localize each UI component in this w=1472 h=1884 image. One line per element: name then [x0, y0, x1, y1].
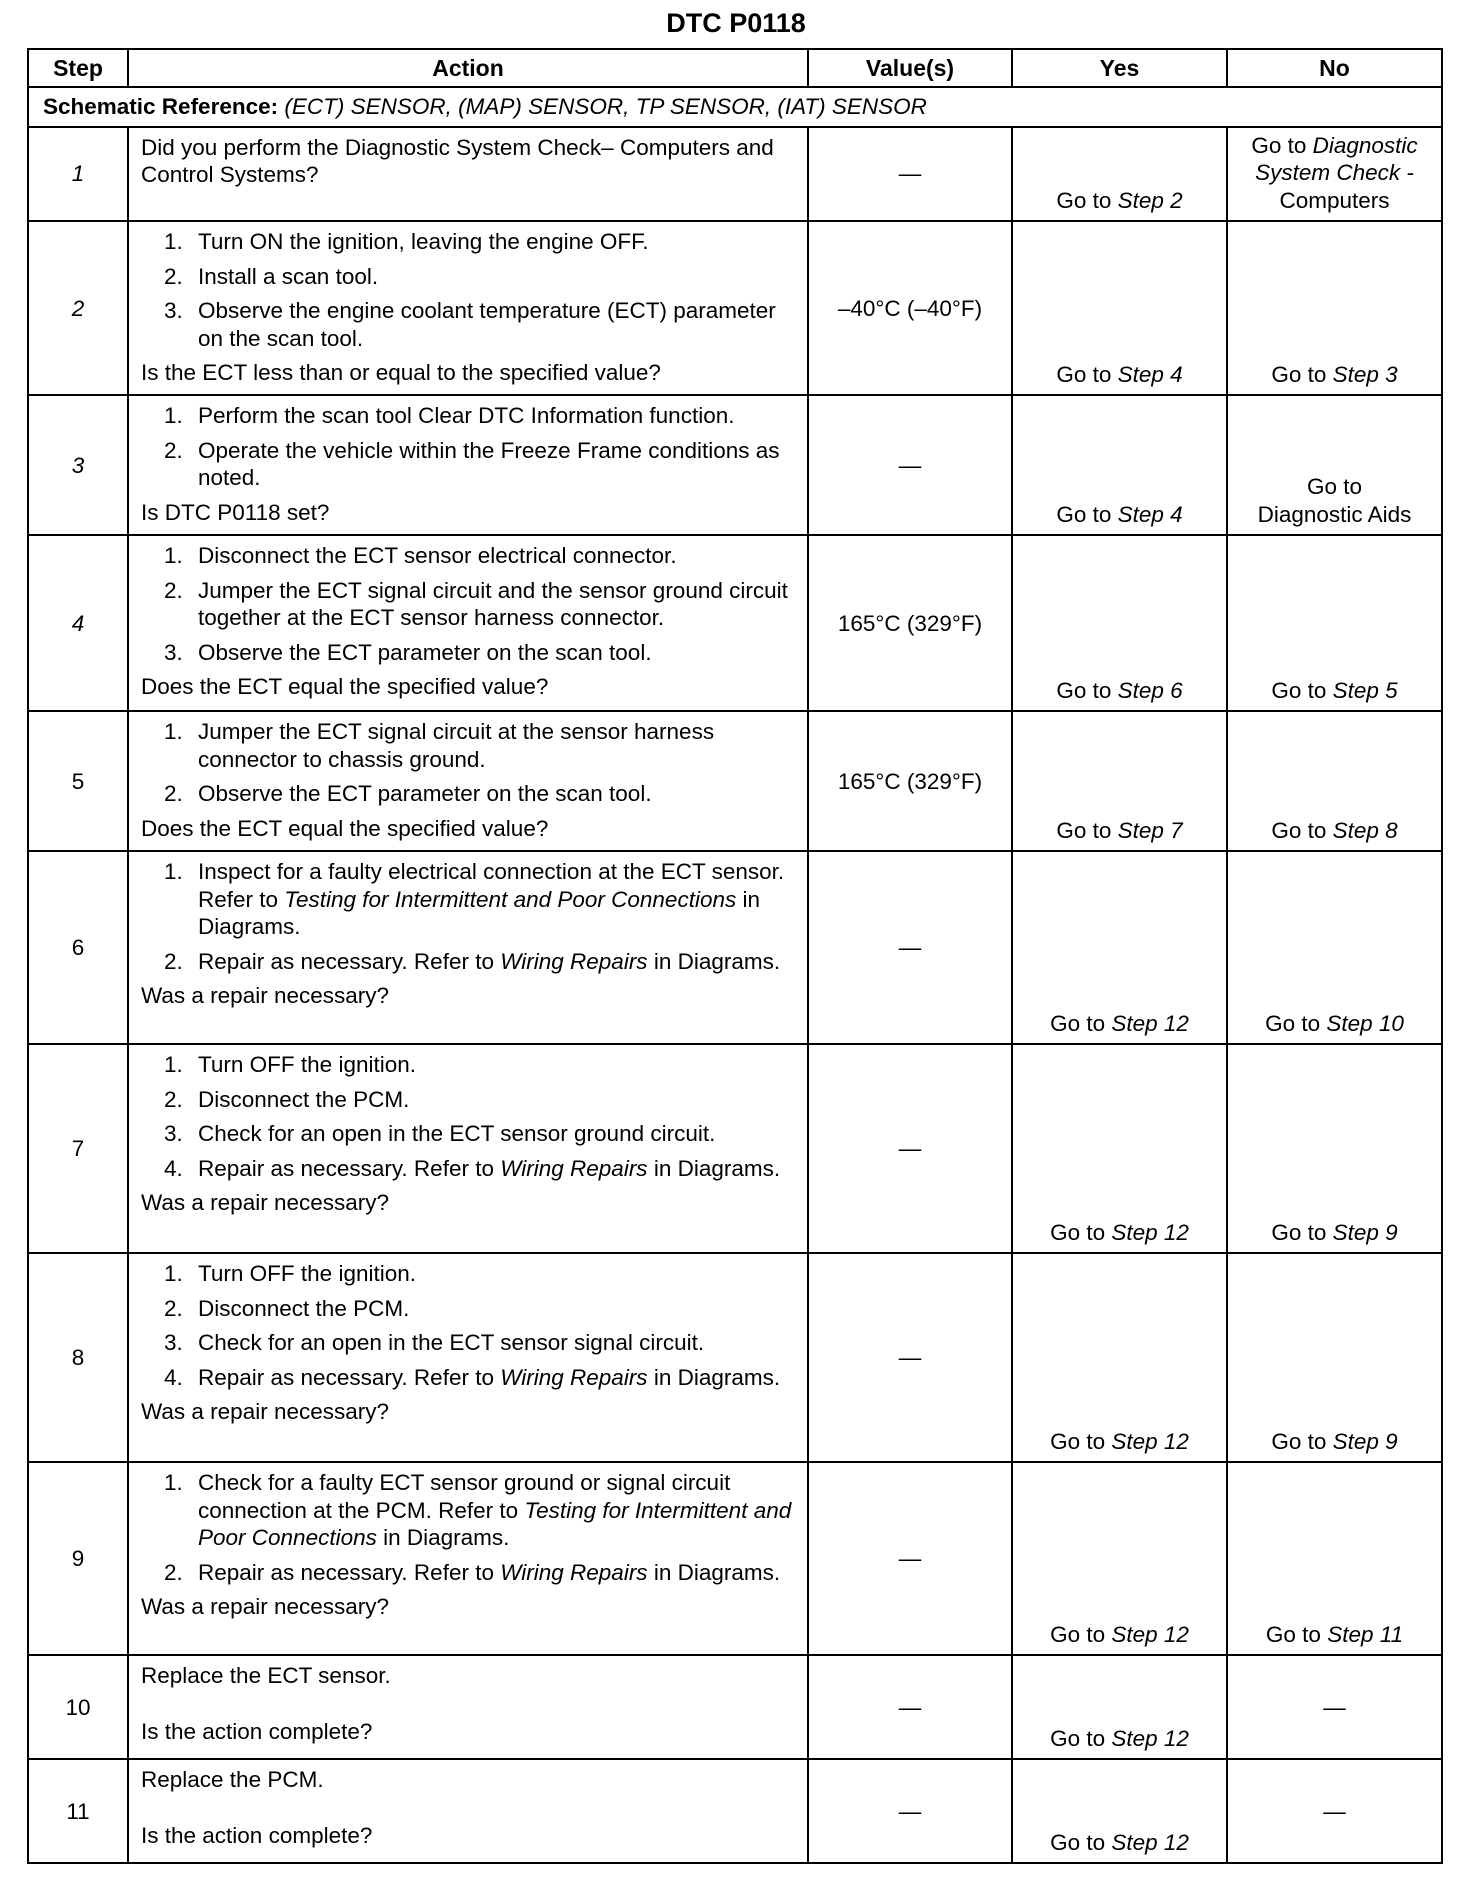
schematic-reference — [28, 87, 1442, 127]
action-cell — [128, 1759, 808, 1863]
substep-text: Check for an open in the ECT sensor signal circuit. — [198, 1330, 705, 1356]
no-cell: — — [1227, 1759, 1442, 1863]
substep-number: 3. — [164, 298, 183, 324]
substep-text-end: in Diagrams. — [647, 1559, 781, 1585]
substep — [141, 948, 799, 975]
substep-text: Observe the ECT parameter on the scan tool. — [198, 781, 652, 807]
substep-number: 1. — [164, 543, 183, 569]
no-line-2: Diagnostic Aids — [1257, 501, 1412, 527]
action-question: Is the ECT less than or equal to the specified value? — [141, 360, 661, 386]
no-ref: Step 8 — [1332, 817, 1398, 843]
header-values: Value(s) — [808, 49, 1012, 87]
action-cell — [128, 1462, 808, 1655]
header-no: No — [1227, 49, 1442, 87]
value-cell: 165°C (329°F) — [808, 711, 1012, 851]
yes-cell — [1012, 535, 1227, 711]
no-prefix: Go to — [1271, 361, 1333, 387]
no-cell — [1227, 1044, 1442, 1253]
table-row — [28, 221, 1442, 395]
action-cell — [128, 1655, 808, 1759]
yes-prefix: Go to — [1050, 1219, 1112, 1245]
step-number: 11 — [28, 1759, 128, 1863]
substep-text: Inspect for a faulty electrical connection at the ECT sensor. Refer to — [198, 859, 785, 912]
substep-text: Operate the vehicle within the Freeze Frame conditions as noted. — [198, 437, 780, 491]
no-prefix: Go to — [1265, 1621, 1328, 1647]
yes-cell — [1012, 851, 1227, 1044]
substep-text: Check for a faulty ECT sensor ground or signal circuit connection at the PCM. Refer to — [198, 1470, 731, 1523]
table-row — [28, 711, 1442, 851]
no-prefix: Go to — [1271, 677, 1333, 703]
substep — [141, 1051, 799, 1078]
action-cell — [128, 395, 808, 535]
substep-number: 2. — [164, 437, 183, 463]
substep — [141, 1155, 799, 1182]
value-cell: — — [808, 1044, 1012, 1253]
schematic-label: Schematic Reference: — [43, 94, 279, 120]
substep-text: Install a scan tool. — [198, 263, 379, 289]
document-title: DTC P0118 — [666, 8, 806, 38]
action-cell — [128, 851, 808, 1044]
substep-number: 2. — [164, 263, 183, 289]
action-cell — [128, 127, 808, 221]
substep-text-end: in Diagrams. — [376, 1525, 510, 1551]
substep-number: 3. — [164, 639, 183, 665]
yes-ref: Step 7 — [1117, 817, 1183, 843]
yes-prefix: Go to — [1050, 1829, 1112, 1855]
substep-number: 2. — [164, 1559, 183, 1585]
value-cell: — — [808, 1462, 1012, 1655]
action-question: Was a repair necessary? — [141, 983, 390, 1009]
substep — [141, 228, 799, 255]
no-prefix: Go to — [1265, 1010, 1327, 1036]
diagnostic-table — [27, 48, 1443, 1864]
substep-text-end: in Diagrams. — [647, 1364, 781, 1390]
table-row — [28, 395, 1442, 535]
header-yes: Yes — [1012, 49, 1227, 87]
yes-cell — [1012, 127, 1227, 221]
value-cell: — — [808, 395, 1012, 535]
no-cell — [1227, 535, 1442, 711]
yes-cell — [1012, 1655, 1227, 1759]
value-cell: — — [808, 1655, 1012, 1759]
substep — [141, 437, 799, 492]
substep — [141, 639, 799, 666]
yes-prefix: Go to — [1056, 187, 1118, 213]
no-ref: Step 9 — [1332, 1219, 1398, 1245]
substep-text-end: in Diagrams. — [647, 948, 781, 974]
substep-list — [141, 718, 799, 807]
value-cell: — — [808, 1759, 1012, 1863]
yes-ref: Step 12 — [1111, 1219, 1189, 1245]
action-question: Is the action complete? — [141, 1822, 373, 1848]
substep-number: 1. — [164, 403, 183, 429]
substep-list — [141, 1051, 799, 1182]
table-row — [28, 1655, 1442, 1759]
yes-cell — [1012, 221, 1227, 395]
substep-text: Disconnect the ECT sensor electrical connector. — [198, 543, 677, 569]
step-number: 6 — [28, 851, 128, 1044]
substep-text: Disconnect the PCM. — [198, 1086, 410, 1112]
schematic-text: (ECT) SENSOR, (MAP) SENSOR, TP SENSOR, (IAT) SENSOR — [284, 94, 927, 120]
yes-ref: Step 6 — [1117, 677, 1183, 703]
substep-list — [141, 1469, 799, 1586]
substep — [141, 542, 799, 569]
substep — [141, 1329, 799, 1356]
substep-number: 1. — [164, 1052, 183, 1078]
table-row — [28, 851, 1442, 1044]
no-ref: Step 11 — [1327, 1621, 1404, 1647]
no-prefix: Go to — [1271, 817, 1333, 843]
table-row — [28, 127, 1442, 221]
yes-cell — [1012, 1759, 1227, 1863]
no-cell — [1227, 127, 1442, 221]
action-question: Was a repair necessary? — [141, 1594, 390, 1620]
yes-prefix: Go to — [1050, 1010, 1112, 1036]
no-prefix: Go to — [1251, 133, 1313, 158]
yes-prefix: Go to — [1056, 677, 1118, 703]
reference-link: Testing for Intermittent and Poor Connections — [284, 886, 737, 912]
table-row — [28, 1044, 1442, 1253]
yes-ref: Step 4 — [1117, 501, 1183, 527]
reference-link: Wiring Repairs — [500, 1364, 648, 1390]
substep-text: Observe the ECT parameter on the scan tool. — [198, 639, 652, 665]
action-question: Does the ECT equal the specified value? — [141, 674, 549, 700]
yes-ref: Step 12 — [1111, 1428, 1189, 1454]
reference-link: Wiring Repairs — [500, 1155, 648, 1181]
substep-number: 1. — [164, 719, 183, 745]
step-number: 3 — [28, 395, 128, 535]
substep — [141, 858, 799, 940]
action-question: Was a repair necessary? — [141, 1399, 390, 1425]
step-number: 4 — [28, 535, 128, 711]
substep-text-end: in Diagrams. — [198, 886, 760, 940]
action-cell — [128, 1044, 808, 1253]
substep-text: Turn OFF the ignition. — [198, 1261, 417, 1287]
yes-prefix: Go to — [1050, 1428, 1112, 1454]
step-number: 2 — [28, 221, 128, 395]
action-cell — [128, 535, 808, 711]
table-row — [28, 535, 1442, 711]
no-cell — [1227, 395, 1442, 535]
substep — [141, 297, 799, 352]
substep-number: 2. — [164, 1295, 183, 1321]
substep-number: 2. — [164, 577, 183, 603]
yes-cell — [1012, 1253, 1227, 1462]
substep-list — [141, 228, 799, 352]
substep-text: Turn ON the ignition, leaving the engine OFF. — [198, 229, 649, 255]
action-text: Replace the ECT sensor. — [141, 1663, 391, 1689]
action-question: Is the action complete? — [141, 1718, 373, 1744]
yes-cell — [1012, 395, 1227, 535]
substep — [141, 263, 799, 290]
no-prefix: Go to — [1271, 1219, 1333, 1245]
substep-number: 1. — [164, 229, 183, 255]
step-number: 8 — [28, 1253, 128, 1462]
schematic-row — [28, 87, 1442, 127]
substep-text: Perform the scan tool Clear DTC Information function. — [198, 403, 735, 429]
substep-number: 4. — [164, 1364, 183, 1390]
yes-prefix: Go to — [1056, 501, 1118, 527]
value-cell: 165°C (329°F) — [808, 535, 1012, 711]
substep — [141, 1260, 799, 1287]
yes-prefix: Go to — [1056, 817, 1118, 843]
table-row — [28, 1462, 1442, 1655]
action-cell — [128, 711, 808, 851]
no-cell — [1227, 1253, 1442, 1462]
substep — [141, 1364, 799, 1391]
reference-link: Wiring Repairs — [500, 1559, 648, 1585]
substep-list — [141, 1260, 799, 1391]
yes-cell — [1012, 1462, 1227, 1655]
substep-text: Jumper the ECT signal circuit and the sensor ground circuit together at the ECT sensor harness connector. — [198, 577, 788, 631]
substep-text-end: in Diagrams. — [647, 1155, 781, 1181]
table-row — [28, 1759, 1442, 1863]
action-cell — [128, 221, 808, 395]
substep-number: 3. — [164, 1121, 183, 1147]
yes-prefix: Go to — [1050, 1725, 1112, 1751]
substep-list — [141, 858, 799, 975]
no-ref: Step 10 — [1326, 1010, 1404, 1036]
header-step: Step — [28, 49, 128, 87]
action-question: Was a repair necessary? — [141, 1190, 390, 1216]
action-text: Replace the PCM. — [141, 1767, 324, 1793]
no-line-1: Go to — [1306, 474, 1363, 500]
substep-number: 4. — [164, 1155, 183, 1181]
yes-ref: Step 12 — [1111, 1829, 1189, 1855]
no-prefix: Go to — [1271, 1428, 1333, 1454]
substep-text: Repair as necessary. Refer to — [198, 1364, 501, 1390]
substep — [141, 1295, 799, 1322]
substep — [141, 1559, 799, 1586]
substep-list — [141, 542, 799, 666]
substep-number: 1. — [164, 859, 183, 885]
yes-ref: Step 4 — [1117, 361, 1183, 387]
yes-ref: Step 12 — [1111, 1725, 1189, 1751]
value-cell: — — [808, 1253, 1012, 1462]
substep-text: Turn OFF the ignition. — [198, 1052, 417, 1078]
step-number: 9 — [28, 1462, 128, 1655]
no-cell — [1227, 851, 1442, 1044]
no-cell — [1227, 221, 1442, 395]
substep — [141, 718, 799, 773]
table-row — [28, 1253, 1442, 1462]
substep — [141, 780, 799, 807]
step-number: 7 — [28, 1044, 128, 1253]
step-number: 10 — [28, 1655, 128, 1759]
substep-number: 1. — [164, 1261, 183, 1287]
action-text: Did you perform the Diagnostic System Check– Computers and Control Systems? — [141, 135, 774, 188]
substep-number: 2. — [164, 1086, 183, 1112]
header-row — [28, 49, 1442, 87]
value-cell: — — [808, 127, 1012, 221]
yes-ref: Step 12 — [1111, 1010, 1189, 1036]
reference-link: Wiring Repairs — [500, 948, 648, 974]
substep-text: Observe the engine coolant temperature (ECT) parameter on the scan tool. — [198, 298, 776, 351]
no-ref: Step 3 — [1332, 361, 1398, 387]
no-ref: Step 5 — [1332, 677, 1398, 703]
substep-number: 2. — [164, 948, 183, 974]
substep-number: 1. — [164, 1470, 183, 1496]
yes-prefix: Go to — [1056, 361, 1118, 387]
substep — [141, 577, 799, 632]
yes-cell — [1012, 711, 1227, 851]
substep-text: Repair as necessary. Refer to — [198, 1155, 501, 1181]
header-action: Action — [128, 49, 808, 87]
action-question: Is DTC P0118 set? — [141, 499, 330, 525]
action-question: Does the ECT equal the specified value? — [141, 815, 549, 841]
action-cell — [128, 1253, 808, 1462]
value-cell: — — [808, 851, 1012, 1044]
substep — [141, 1120, 799, 1147]
substep-number: 3. — [164, 1330, 183, 1356]
reference-link: Testing for Intermittent and Poor Connections — [198, 1497, 792, 1551]
substep-list — [141, 402, 799, 491]
step-number: 5 — [28, 711, 128, 851]
yes-prefix: Go to — [1050, 1621, 1112, 1647]
no-cell — [1227, 711, 1442, 851]
yes-cell — [1012, 1044, 1227, 1253]
no-suffix: Computers — [1279, 187, 1390, 213]
substep-text: Repair as necessary. Refer to — [198, 1559, 501, 1585]
value-cell: –40°C (–40°F) — [808, 221, 1012, 395]
substep — [141, 1469, 799, 1551]
no-ref: Step 9 — [1332, 1428, 1398, 1454]
substep-text: Check for an open in the ECT sensor ground circuit. — [198, 1121, 716, 1147]
no-cell: — — [1227, 1655, 1442, 1759]
no-ref: Diagnostic System Check - — [1255, 133, 1418, 186]
substep-text: Repair as necessary. Refer to — [198, 948, 501, 974]
substep — [141, 1086, 799, 1113]
substep-text: Jumper the ECT signal circuit at the sensor harness connector to chassis ground. — [198, 719, 715, 772]
yes-ref: Step 12 — [1111, 1621, 1189, 1647]
substep — [141, 402, 799, 429]
substep-number: 2. — [164, 781, 183, 807]
yes-ref: Step 2 — [1117, 187, 1183, 213]
step-number: 1 — [28, 127, 128, 221]
substep-text: Disconnect the PCM. — [198, 1295, 410, 1321]
no-cell — [1227, 1462, 1442, 1655]
